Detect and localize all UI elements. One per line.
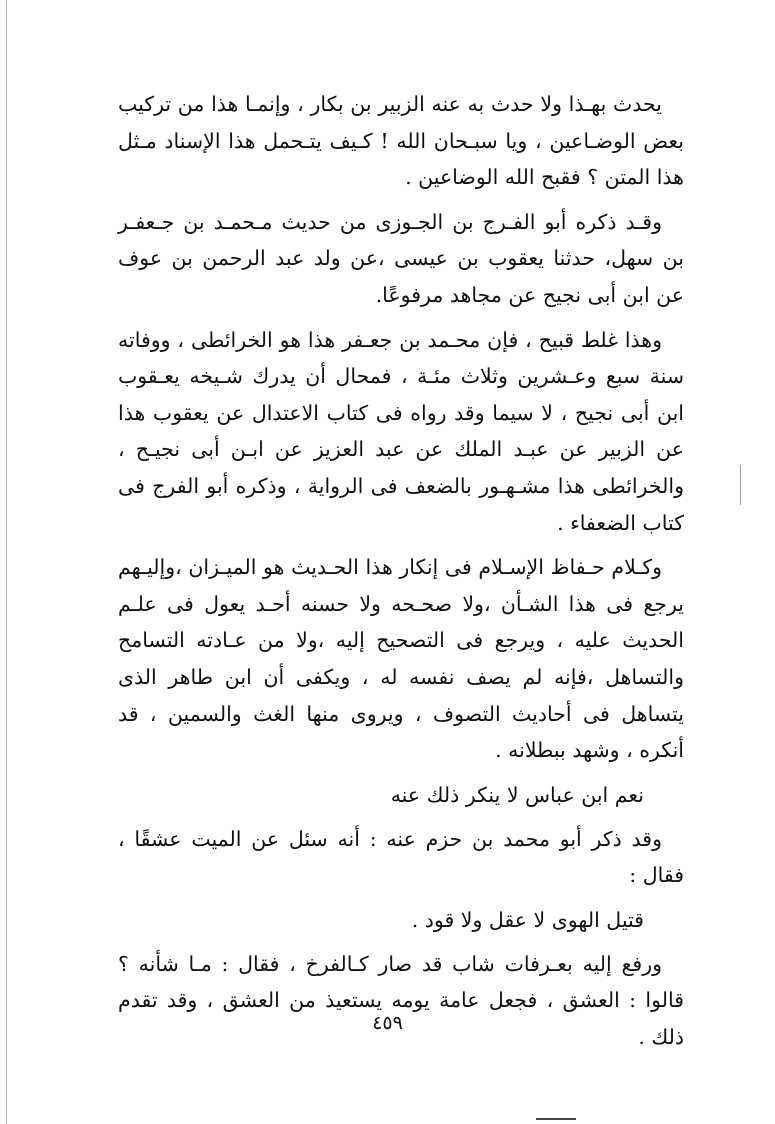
paragraph-1: يحدث بهـذا ولا حدث به عنه الزبير بن بكار ، وإنمـا هذا من تركيب بعض الوضـاعين ، ويا سبـحان الله ! كـيف يتـحمل هذا الإسناد مـثل هذا المتن ؟ فقبح الله الوضاعين . [118,92,684,190]
page-number: ٤٥٩ [372,1012,403,1034]
scan-bottom-mark [536,1118,576,1120]
paragraph-5: وقد ذكر أبو محمد بن حزم عنه : أنه سئل عن الميت عشقًا ، فقال : [118,826,684,888]
quoted-line-2: قتيل الهوى لا عقل ولا قود . [411,907,644,932]
paragraph-2: وقـد ذكره أبو الفـرج بن الجـوزى من حديث مـحمـد بن جـعفـر بن سهل، حدثنا يعقوب بن عيسى ،عن ولد عبد الرحمن بن عوف عن ابن أبى نجيح عن مجاهد مرفوعًا. [118,209,684,307]
paragraph-3: وهذا غلط قبيح ، فإن محـمد بن جعـفر هذا هو الخرائطى ، ووفاته سنة سبع وعـشرين وثلاث مئـة ، فمحال أن يدرك شـيخه يعـقوب ابن أبى نجيح ، لا سيما وقد رواه فى كتاب الاعتدال عن يعقوب هذا عن الزبير عن عبـد الملك عن عبد العزيز عن ابـن أبى نجيـح ، والخرائطى هذا مشـهـور بالضعف فى الرواية ، وذكره أبو الفرج فى كتاب الضعفاء . [118,327,684,535]
paragraph-4: وكـلام حـفاظ الإسـلام فى إنكار هذا الحـديث هو الميـزان ،وإليـهم يرجع فى هذا الشـأن ،ولا صحـحه ولا حسنه أحـد يعول فى علـم الحديث عليه ، ويرجع فى التصحيح إليه ،ولا من عـادته التسامح والتساهل ،فإنه لم يصف نفسه له ، ويكفى أن ابن طاهر الذى يتساهل فى أحاديث التصوف ، ويروى منها الغث والسمين ، قد أنكره ، وشهد ببطلانه . [118,555,684,763]
quoted-line-1: نعم ابن عباس لا ينكر ذلك عنه [390,782,644,807]
scan-left-edge [6,0,7,1124]
page-text-block [118,86,684,1064]
scan-right-mark [740,465,741,505]
paragraph-6: ورفع إليه بعـرفات شاب قد صار كـالفرخ ، فقال : مـا شأنه ؟ قالوا : العشق ، فجعل عامة يومه يستعيذ من العشق ، وقد تقدم ذلك . [118,951,684,1050]
